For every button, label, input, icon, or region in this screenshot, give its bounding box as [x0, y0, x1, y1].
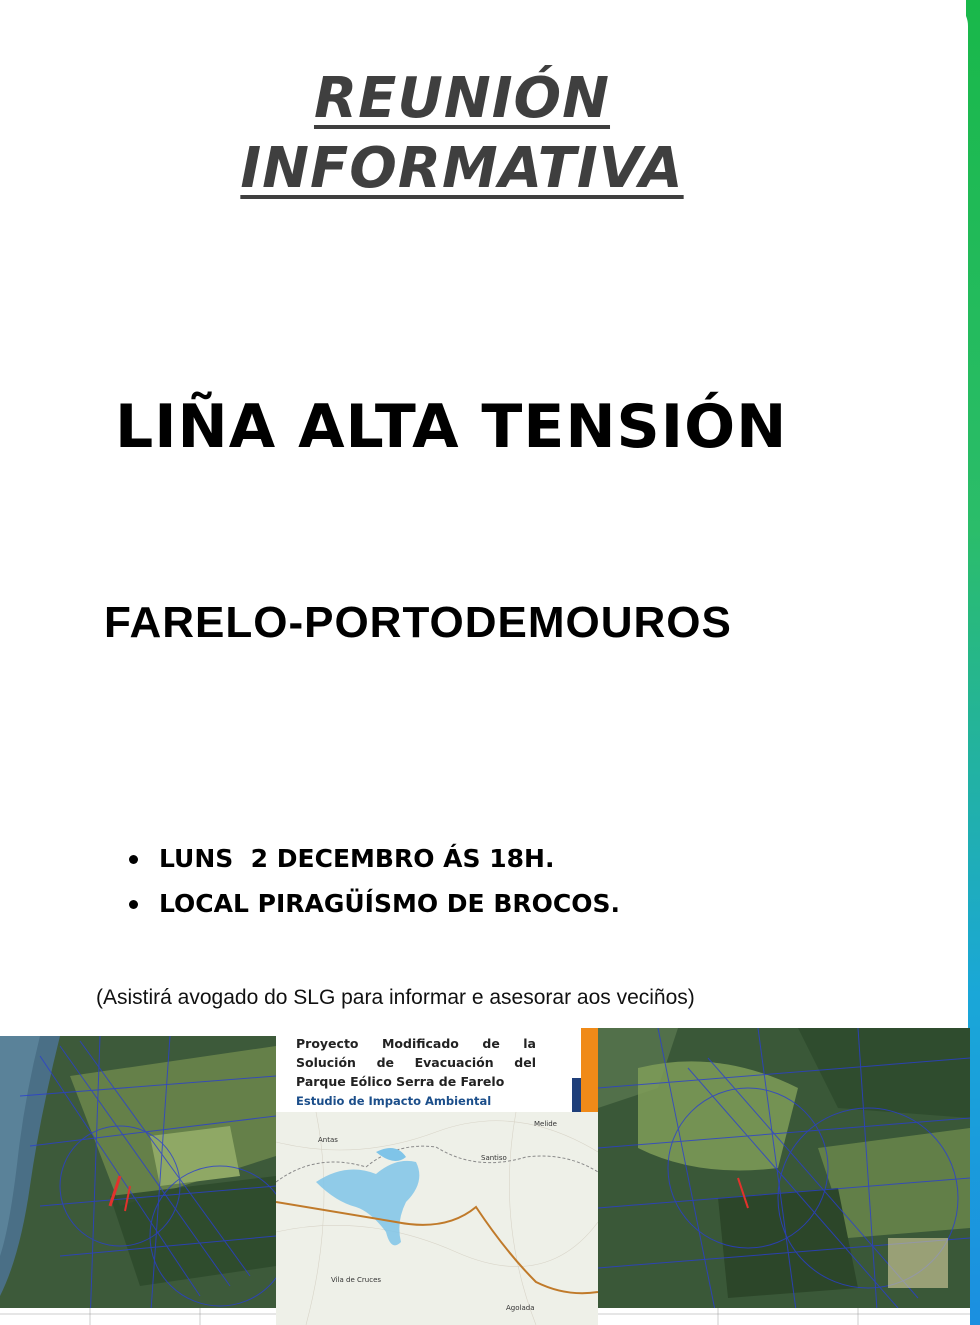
- title-line-1: REUNIÓN: [313, 66, 611, 131]
- bullet-icon: [129, 900, 138, 909]
- details-list: [125, 842, 620, 932]
- map-label-santiso: Santiso: [481, 1154, 507, 1162]
- aerial-map-left: [0, 1036, 276, 1325]
- map-label-agolada: Agolada: [506, 1304, 535, 1312]
- note-text: (Asistirá avogado do SLG para informar e asesorar aos veciños): [96, 986, 695, 1009]
- map-label-melide: Melide: [534, 1120, 557, 1128]
- document-preview: [276, 1028, 598, 1325]
- route-map: [276, 1112, 598, 1325]
- document-subtitle: Estudio de Impacto Ambiental: [296, 1094, 492, 1108]
- image-strip: [0, 1028, 968, 1325]
- title-line-2: INFORMATIVA: [240, 136, 684, 201]
- detail-item-location: [125, 887, 620, 932]
- detail-item-date: [125, 842, 620, 887]
- map-label-antas: Antas: [318, 1136, 338, 1144]
- main-heading: LIÑA ALTA TENSIÓN: [115, 392, 788, 462]
- orange-accent-bar: [581, 1028, 598, 1112]
- sub-heading: FARELO-PORTODEMOUROS: [104, 598, 732, 647]
- map-label-vila-de-cruces: Vila de Cruces: [331, 1276, 382, 1284]
- aerial-map-right: [598, 1028, 970, 1325]
- document-title: Proyecto Modificado de la Solución de Evacuación del Parque Eólico Serra de Farelo: [296, 1036, 536, 1089]
- detail-date-text: LUNS 2 DECEMBRO ÁS 18H.: [159, 844, 555, 873]
- blue-accent-bar: [572, 1078, 581, 1112]
- detail-location-text: LOCAL PIRAGÜÍSMO DE BROCOS.: [159, 889, 620, 918]
- bullet-icon: [129, 855, 138, 864]
